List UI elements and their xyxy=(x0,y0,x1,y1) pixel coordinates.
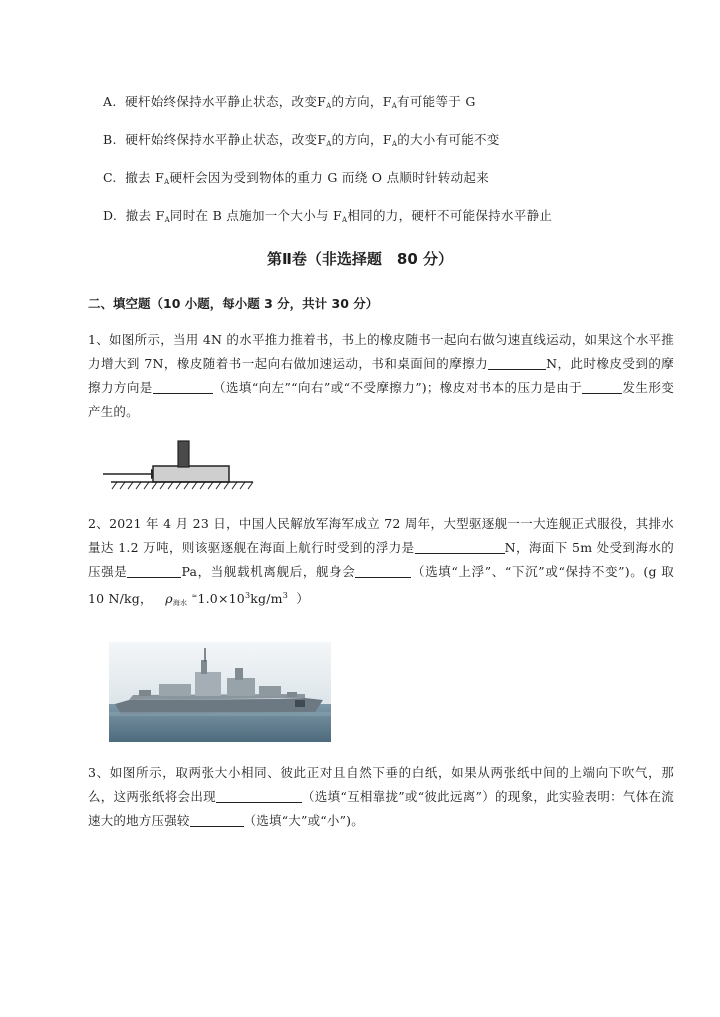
part-heading: 二、填空题（10 小题，每小题 3 分，共计 30 分） xyxy=(88,296,379,311)
answer-blank[interactable] xyxy=(488,356,546,370)
rho-subscript: 海水 xyxy=(172,599,188,608)
answer-blank[interactable] xyxy=(190,813,244,827)
option-text: 有可能等于 G xyxy=(397,94,476,109)
table-hatching xyxy=(112,482,253,489)
subscript: A xyxy=(164,178,170,186)
option-d xyxy=(103,206,552,224)
option-letter: D. xyxy=(103,208,118,223)
question-1 xyxy=(88,328,674,424)
answer-blank[interactable] xyxy=(216,789,302,803)
eraser xyxy=(178,441,189,467)
question-text: 3、如图所示，取两张大小相同、彼此正对且自然下垂的白纸，如果从两张纸中间的上端向下吹气，那么，这两张纸将会出现 xyxy=(88,765,674,804)
density-formula xyxy=(165,591,288,606)
option-letter: C. xyxy=(103,170,117,185)
destroyer-photo xyxy=(109,642,331,742)
book-push-figure xyxy=(103,436,263,492)
question-text: ） xyxy=(296,591,310,607)
option-c xyxy=(103,168,489,186)
option-text: 撤去 F xyxy=(125,170,165,185)
option-text: 的大小有可能不变 xyxy=(397,132,500,147)
answer-blank[interactable] xyxy=(355,564,411,578)
question-text: （选填“大”或“小”)。 xyxy=(243,813,364,828)
question-text: 发生形变产生的。 xyxy=(88,380,674,419)
answer-blank[interactable] xyxy=(582,380,622,394)
question-text: （选填“互相靠拢”或“彼此远离”）的现象，此实验表明：气体在流速大的地方压强较 xyxy=(88,789,674,828)
subscript: A xyxy=(326,102,332,110)
answer-blank[interactable] xyxy=(127,564,181,578)
subscript: A xyxy=(342,216,348,224)
formula-exponent: 3 xyxy=(244,591,251,600)
answer-blank[interactable] xyxy=(415,540,505,554)
option-letter: B. xyxy=(103,132,117,147)
subscript: A xyxy=(326,140,332,148)
question-text: 2、2021 年 4 月 23 日，中国人民解放军海军成立 72 周年，大型驱逐舰一一大连舰正式服役，其排水量达 1.2 万吨，则该驱逐舰在海面上航行时受到的浮力是 xyxy=(88,516,674,555)
rho-symbol: ρ xyxy=(165,591,173,607)
question-text: （选填“上浮”、“下沉”或“保持不变”)。(g 取 10 N/kg， xyxy=(88,564,674,607)
subscript: A xyxy=(391,102,398,110)
section-title: 第Ⅱ卷（非选择题 80 分） xyxy=(267,250,453,268)
option-text: 撤去 F xyxy=(125,208,165,223)
question-text: 1、如图所示，当用 4N 的水平推力推着书，书上的橡皮随书一起向右做匀速直线运动，如果这个水平推力增大到 7N，橡皮随着书一起向右做加速运动，书和桌面间的摩擦力 xyxy=(88,332,674,371)
wake xyxy=(109,712,331,716)
unit-exponent: 3 xyxy=(282,591,288,600)
answer-blank[interactable] xyxy=(153,380,213,394)
option-text: 硬杆始终保持水平静止状态，改变F xyxy=(125,132,327,147)
question-text: N，此时橡皮受到的摩擦力方向是 xyxy=(88,356,674,395)
option-text: 同时在 B 点施加一个大小与 F xyxy=(169,208,343,223)
question-text: （选填“向左”“向右”或“不受摩擦力”)；橡皮对书本的压力是由于 xyxy=(212,380,583,395)
question-text: N，海面下 5m 处受到海水的压强是 xyxy=(88,540,674,579)
option-text: 硬杆始终保持水平静止状态，改变F xyxy=(125,94,327,109)
question-text: Pa，当舰载机离舰后，舰身会 xyxy=(181,564,356,579)
question-2 xyxy=(88,512,674,615)
subscript: A xyxy=(164,216,170,224)
option-b xyxy=(103,130,500,148)
book xyxy=(153,466,229,482)
approx-symbol: ≈ xyxy=(191,592,198,600)
formula-value: 1.0×10 xyxy=(197,591,245,607)
option-a xyxy=(103,92,476,110)
formula-unit: kg/m xyxy=(250,591,283,607)
option-text: 的方向，F xyxy=(331,94,392,109)
option-text: 的方向，F xyxy=(331,132,392,147)
subscript: A xyxy=(391,140,398,148)
option-text: 硬杆会因为受到物体的重力 G 而绕 O 点顺时针转动起来 xyxy=(169,170,489,185)
option-text: 相同的力，硬杆不可能保持水平静止 xyxy=(347,208,553,223)
option-letter: A. xyxy=(103,94,117,109)
question-3 xyxy=(88,761,674,833)
